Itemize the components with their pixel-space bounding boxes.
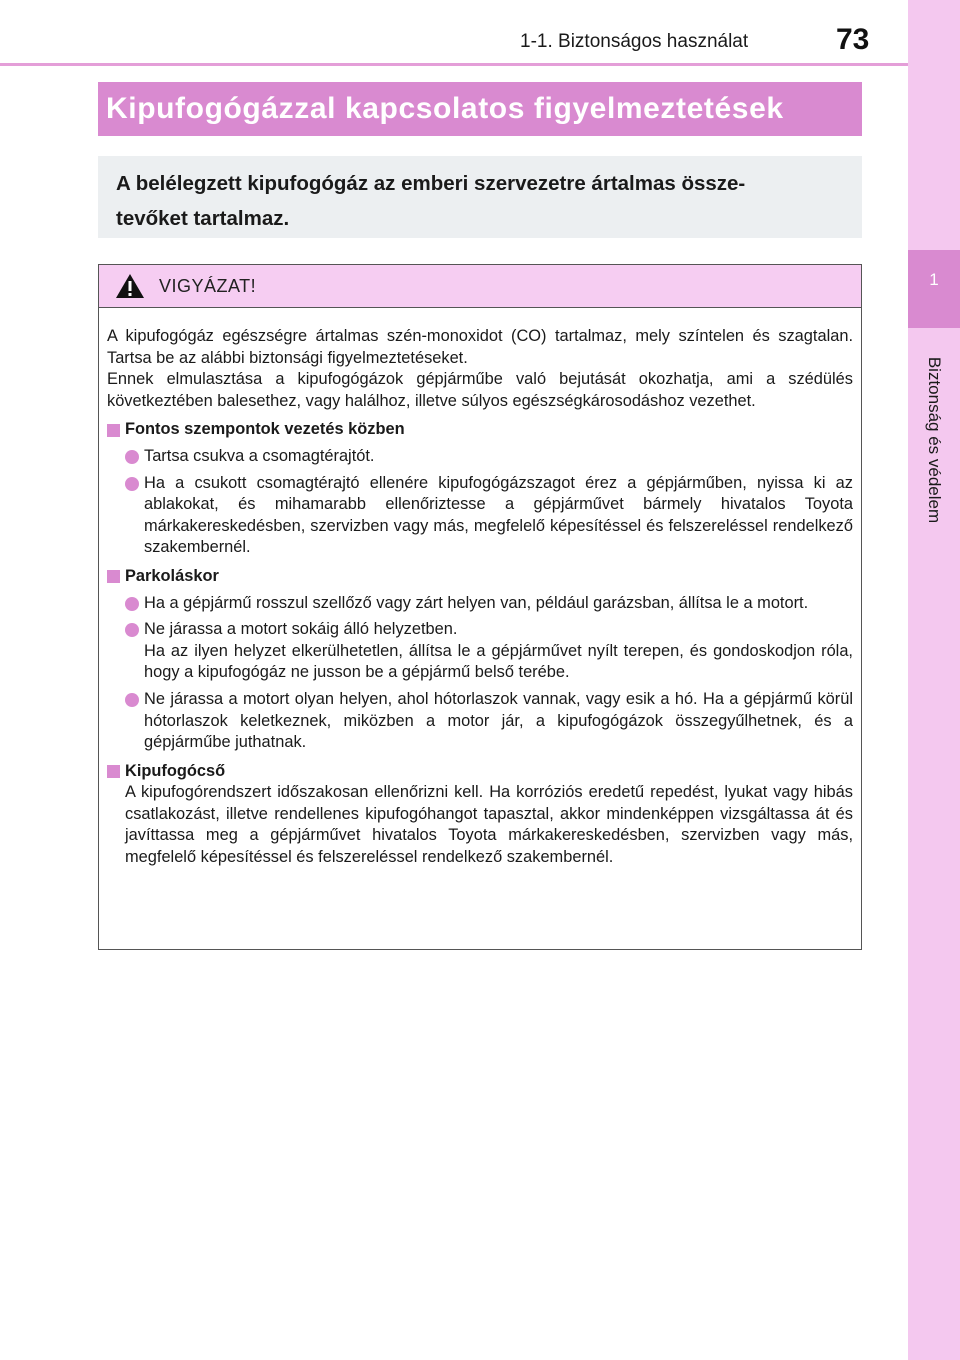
section-title-bar: [98, 82, 862, 136]
header-section-title: 1-1. Biztonságos használat: [520, 31, 749, 52]
circle-bullet-icon: [125, 623, 139, 637]
section-heading-text: Kipufogócső: [125, 761, 226, 780]
list-item: [107, 593, 853, 615]
section-heading: [107, 419, 853, 441]
square-bullet-icon: [107, 424, 120, 437]
warning-box: [98, 264, 862, 950]
section-heading: [107, 761, 853, 783]
square-bullet-icon: [107, 765, 120, 778]
section-exhaust-pipe: [107, 761, 853, 869]
intro-line-2: tevőket tartalmaz.: [116, 207, 290, 230]
warning-paragraph-2: Ennek elmulasztása a kipufogógázok gépjárműbe való bejutását okozhatja, ami a szédülés következtében balesethez, vagy halálhoz, illetve súlyos egészségkárosodáshoz vezethet.: [107, 370, 853, 410]
list-item-text: Ne járassa a motort olyan helyen, ahol hótorlaszok vannak, vagy esik a hó. Ha a gépjármű körül hótorlaszok keletkeznek, miközben a motor jár, a kipufogógázok összegyűlhetnek, és a gépjárműbe juthatnak.: [144, 689, 853, 752]
square-bullet-icon: [107, 570, 120, 583]
intro-line-1: A belélegzett kipufogógáz az emberi szervezetre ártalmas össze-: [116, 172, 746, 195]
warning-body: [99, 308, 861, 869]
warning-header: [99, 265, 861, 308]
list-item: [107, 473, 853, 559]
list-item: [107, 689, 853, 754]
warning-paragraph-1: A kipufogógáz egészségre ártalmas szén-monoxidot (CO) tartalmaz, mely színtelen és szagtalan. Tartsa be az alábbi biztonsági figyelmeztetéseket.: [107, 327, 853, 367]
list-item: [107, 446, 853, 468]
header-rule: [0, 63, 908, 66]
circle-bullet-icon: [125, 450, 139, 464]
section-heading-text: Parkoláskor: [125, 566, 219, 585]
list-item-text: Ha a gépjármű rosszul szellőző vagy zárt helyen van, például garázsban, állítsa le a motort.: [144, 593, 809, 612]
circle-bullet-icon: [125, 477, 139, 491]
list-item-text: Ha a csukott csomagtérajtó ellenére kipufogógázszagot érez a gépjárműben, nyissa ki az ablakokat, és mihamarabb ellenőriztesse a gépjárművet bármely hivatalos Toyota márkakereskedésben, szervizben vagy más, megfelelő képesítéssel és felszereléssel rendelkező szakembernél.: [144, 473, 853, 557]
section-heading: [107, 566, 853, 588]
list-item-text: Tartsa csukva a csomagtérajtót.: [144, 446, 375, 465]
section-text: A kipufogórendszert időszakosan ellenőrizni kell. Ha korróziós eredetű repedést, lyukat vagy hibás csatlakozást, illetve rendellenes kipufogóhangot tapasztal, akkor mindenképpen vizsgáltassa át és javíttassa meg a gépjárművet hivatalos Toyota márkakereskedésben, szervizben vagy más, megfelelő képesítéssel és felszereléssel rendelkező szakembernél.: [125, 783, 853, 867]
chapter-title: Biztonság és védelem: [925, 356, 944, 524]
list-item-text: Ne járassa a motort sokáig álló helyzetben.: [144, 620, 458, 639]
list-item: [107, 619, 853, 684]
warning-label: VIGYÁZAT!: [159, 275, 257, 296]
circle-bullet-icon: [125, 693, 139, 707]
section-title: Kipufogógázzal kapcsolatos figyelmeztetések: [106, 92, 784, 125]
circle-bullet-icon: [125, 597, 139, 611]
list-item-continuation: Ha az ilyen helyzet elkerülhetetlen, állítsa le a gépjárművet nyílt terepen, és gondoskodjon róla, hogy a kipufogógáz ne jusson be a gépjármű belső terébe.: [144, 641, 853, 682]
warning-triangle-icon: [115, 273, 145, 299]
section-heading-text: Fontos szempontok vezetés közben: [125, 420, 405, 439]
section-driving: [107, 419, 853, 559]
intro-box: [98, 156, 862, 238]
chapter-number: 1: [929, 270, 939, 289]
page-number: 73: [836, 23, 870, 56]
chapter-side-tab: [908, 0, 960, 1360]
section-parking: [107, 566, 853, 754]
